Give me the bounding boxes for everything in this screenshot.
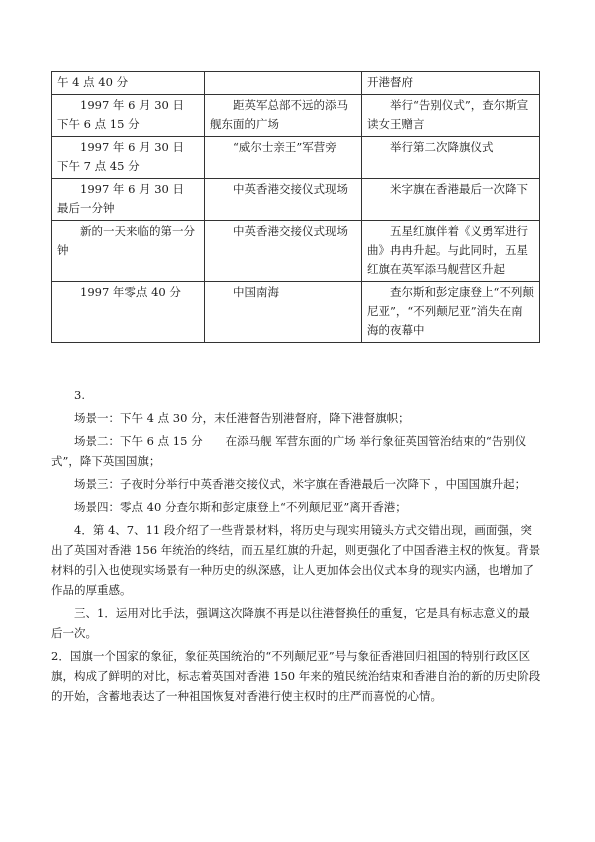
table-row [52,282,540,343]
table-row [52,72,540,95]
table-row [52,137,540,179]
table-row [52,179,540,221]
time-cell: 1997 年 6 月 30 日 下午 7 点 45 分 [52,137,205,179]
event-cell: 举行“告别仪式”，查尔斯宣读女王赠言 [362,95,540,137]
time-cell: 1997 年 6 月 30 日 下午 6 点 15 分 [52,95,205,137]
table-row [52,221,540,282]
event-cell: 五星红旗伴着《义勇军进行曲》冉冉升起。与此同时，五星红旗在英军添马舰营区升起 [362,221,540,282]
events-table [51,71,540,343]
place-cell: 中英香港交接仪式现场 [205,221,362,282]
place-cell: 距英军总部不远的添马舰东面的广场 [205,95,362,137]
event-cell: 查尔斯和彭定康登上“不列颠尼亚”，“不列颠尼亚”消失在南海的夜幕中 [362,282,540,343]
place-cell [205,72,362,95]
section-four-paragraph: 4．第 4、7、11 段介绍了一些背景材料，将历史与现实用镜头方式交错出现，画面强，突出了英国对香港 156 年统治的终结，而五星红旗的升起，则更强化了中国香港主权的恢复。背景材料的引入也使现实场景有一种历史的纵深感，让人更加体会出仪式本身的现实内涵，也增加了作品的厚重感。 [51,523,541,597]
time-cell: 1997 年零点 40 分 [52,282,205,343]
event-cell: 开港督府 [362,72,540,95]
part-three-item-two: 2．国旗一个国家的象征，象征英国统治的“不列颠尼亚”号与象征香港回归祖国的特别行政区区旗，构成了鲜明的对比，标志着英国对香港 150 年来的殖民统治结束和香港自治的新的历史阶段的开始，含蓄地表达了一种祖国恢复对香港行使主权时的庄严而喜悦的心情。 [51,649,541,703]
section-number: 3. [74,388,85,402]
scene-three: 场景三：子夜时分举行中英香港交接仪式，米字旗在香港最后一次降下 ，中国国旗升起； [74,477,527,491]
event-cell: 举行第二次降旗仪式 [362,137,540,179]
table-row [52,95,540,137]
answer-text [51,385,541,709]
time-cell: 午 4 点 40 分 [52,72,205,95]
scene-one: 场景一：下午 4 点 30 分，末任港督告别港督府，降下港督旗帜； [74,411,410,425]
time-cell: 1997 年 6 月 30 日 最后一分钟 [52,179,205,221]
place-cell: “威尔士亲王”军营旁 [205,137,362,179]
time-cell: 新的一天来临的第一分钟 [52,221,205,282]
event-cell: 米字旗在香港最后一次降下 [362,179,540,221]
place-cell: 中国南海 [205,282,362,343]
scene-four: 场景四：零点 40 分查尔斯和彭定康登上“不列颠尼亚”离开香港； [74,500,407,514]
scene-two: 场景二：下午 6 点 15 分 在添马舰 军营东面的广场 举行象征英国管治结束的“告别仪式”，降下英国国旗； [51,434,527,468]
place-cell: 中英香港交接仪式现场 [205,179,362,221]
part-three-item-one: 三、1．运用对比手法，强调这次降旗不再是以往港督换任的重复，它是具有标志意义的最后一次。 [51,606,530,640]
